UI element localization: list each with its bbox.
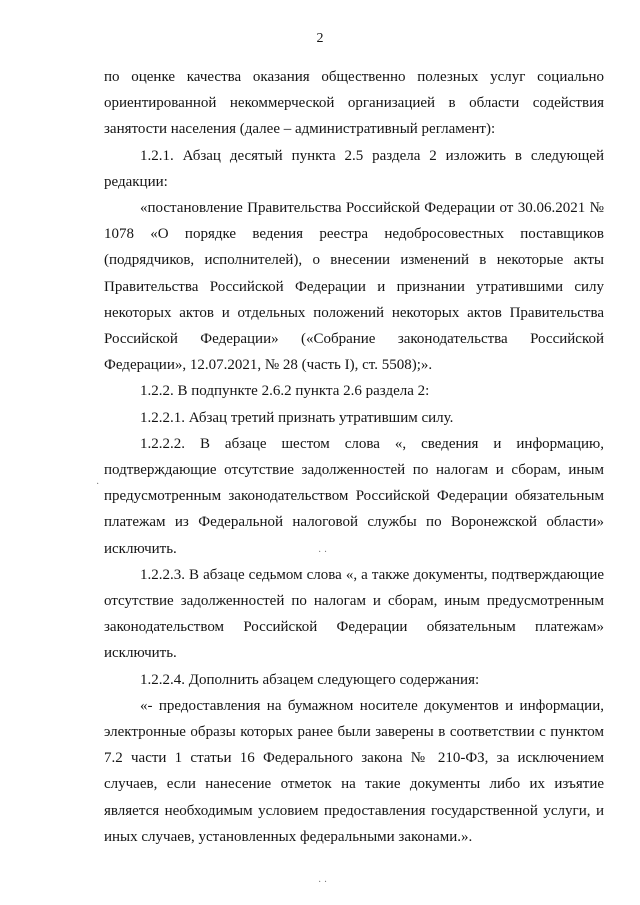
scan-speck: · · — [318, 877, 328, 888]
paragraph-item-1-2-2-3: 1.2.2.3. В абзаце седьмом слова «, а также документы, подтверждающие отсутствие задолженностей по налогам и сборам, иным предусмотренным законодательством Российской Федерации обязательным платежам» исключить. — [104, 566, 604, 662]
paragraph-item-1-2-2-4: 1.2.2.4. Дополнить абзацем следующего содержания: — [140, 671, 480, 688]
paragraph-item-1-2-2-2: 1.2.2.2. В абзаце шестом слова «, сведения и информацию, подтверждающие отсутствие задолженностей по налогам и сборам, иным предусмотренным законодательством Российской Федерации обязательным платежам из Федеральной налоговой службы по Воронежской области» исключить. — [104, 435, 604, 557]
paragraph-quote-new-paragraph: «- предоставления на бумажном носителе документов и информации, электронные образы которых ранее были заверены в соответствии с пунктом 7.2 части 1 статьи 16 Федерального закона № 210-ФЗ, за исключением случаев, если нанесение отметок на такие документы либо их изъятие является необходимым условием предоставления государственной услуги, и иных случаев, установленных федеральными законами.». — [104, 697, 604, 845]
paragraph-intro-continuation: по оценке качества оказания общественно полезных услуг социально ориентированной некоммерческой организацией в области содействия занятости населения (далее – административный регламент): — [104, 69, 604, 138]
document-body — [104, 64, 604, 850]
scan-speck: · · — [318, 547, 328, 558]
page-number: 2 — [316, 31, 324, 46]
paragraph-quote-decree: «постановление Правительства Российской Федерации от 30.06.2021 № 1078 «О порядке ведения реестра недобросовестных поставщиков (подрядчиков, исполнителей), о внесении изменений в некоторые акты Правительства Российской Федерации и признании утратившими силу некоторых актов и отдельных положений некоторых актов Правительства Российской Федерации» («Собрание законодательства Российской Федерации», 12.07.2021, № 28 (часть I), ст. 5508);». — [104, 200, 604, 374]
paragraph-item-1-2-2: 1.2.2. В подпункте 2.6.2 пункта 2.6 раздела 2: — [140, 383, 430, 400]
paragraph-item-1-2-1: 1.2.1. Абзац десятый пункта 2.5 раздела 2 изложить в следующей редакции: — [104, 147, 604, 190]
paragraph-item-1-2-2-1: 1.2.2.1. Абзац третий признать утратившим силу. — [140, 409, 454, 426]
scan-speck: · — [96, 479, 100, 490]
